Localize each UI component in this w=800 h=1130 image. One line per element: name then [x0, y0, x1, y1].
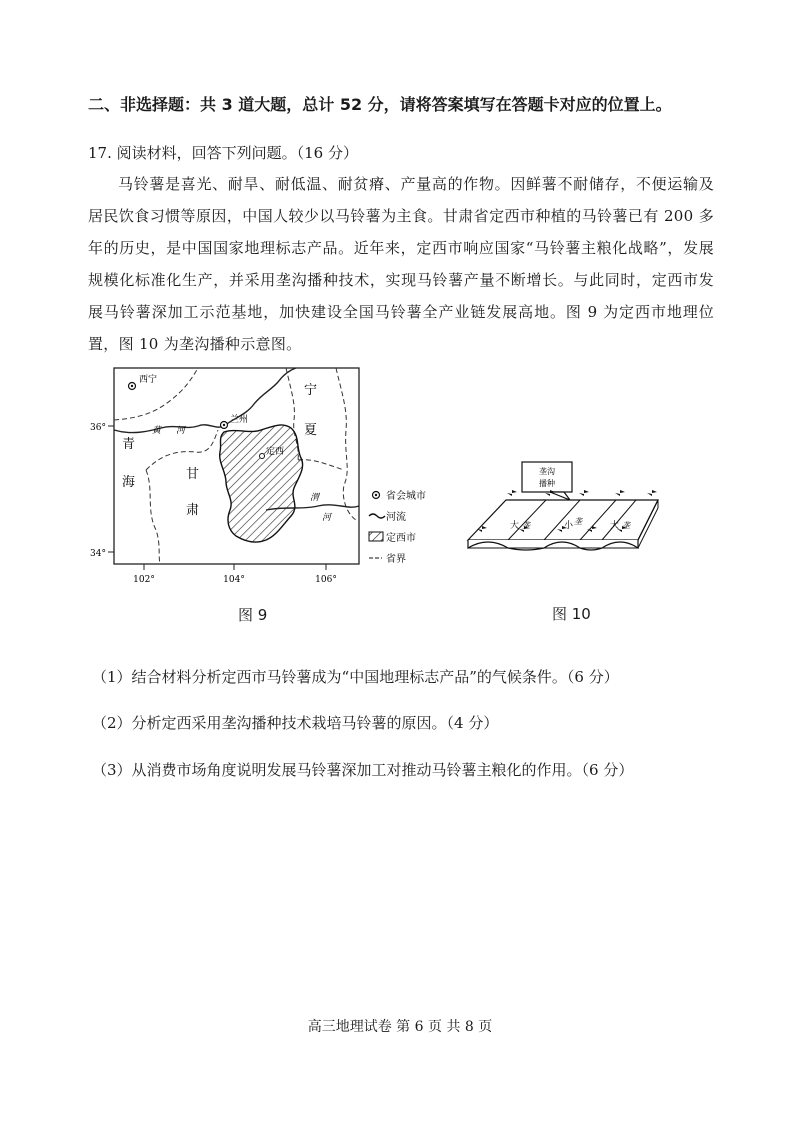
label-hai: 海 — [122, 475, 136, 490]
label-big-ridge-1a: 大 — [510, 521, 520, 531]
label-su: 肃 — [186, 503, 200, 518]
legend-dingxi-icon — [369, 532, 383, 541]
lon-label-106: 106° — [315, 575, 337, 585]
lon-label-102: 102° — [133, 575, 155, 585]
lon-label-104: 104° — [223, 575, 245, 585]
label-qing: 青 — [122, 437, 136, 452]
label-big-ridge-1b: 垄 — [522, 521, 530, 530]
figure10-caption: 图 10 — [552, 605, 591, 623]
subquestion-3: （3）从消费市场角度说明发展马铃薯深加工对推动马铃薯主粮化的作用。（6 分） — [92, 761, 634, 779]
border-ningxia-east — [336, 368, 356, 520]
legend-dingxi-label: 定西市 — [386, 533, 416, 544]
legend-border-label: 省界 — [386, 554, 406, 565]
legend-river-label: 河流 — [386, 512, 406, 523]
border-ningxia-south — [298, 460, 344, 470]
lat-label-36: 36° — [90, 423, 106, 433]
map-legend — [369, 489, 426, 565]
legend-city-label: 省会城市 — [386, 491, 426, 502]
label-big-ridge-2b: 垄 — [622, 521, 630, 530]
label-huang: 黄 — [152, 426, 162, 436]
figure9-caption: 图 9 — [238, 606, 268, 624]
label-big-ridge-2a: 大 — [610, 521, 620, 531]
label-xia: 夏 — [304, 423, 318, 438]
yellow-river — [114, 425, 224, 433]
label-ning: 宁 — [304, 383, 318, 398]
label-dingxi: 定西 — [266, 447, 285, 457]
label-gan: 甘 — [186, 467, 200, 482]
label-xining: 西宁 — [139, 375, 158, 385]
label-he2: 河 — [322, 513, 332, 523]
subquestion-1: （1）结合材料分析定西市马铃薯成为“中国地理标志产品”的气候条件。（6 分） — [92, 668, 619, 686]
border-qinghai-south — [146, 470, 160, 564]
callout-line2: 播种 — [539, 479, 555, 488]
label-he1: 河 — [176, 426, 186, 436]
subquestion-2: （2）分析定西采用垄沟播种技术栽培马铃薯的原因。（4 分） — [92, 714, 499, 732]
dingxi-region — [220, 425, 303, 542]
label-small-ridge-b: 垄 — [574, 517, 582, 526]
field-top — [468, 500, 658, 540]
lat-label-34: 34° — [90, 549, 106, 559]
label-wei: 渭 — [310, 493, 320, 503]
section-header: 二、非选择题：共 3 道大题，总计 52 分，请将答案填写在答题卡对应的位置上。 — [88, 95, 672, 114]
label-lanzhou: 兰州 — [230, 415, 249, 425]
figure9-map — [86, 360, 426, 590]
figure10-diagram — [452, 456, 672, 566]
page-footer: 高三地理试卷 第 6 页 共 8 页 — [307, 1019, 493, 1035]
border-qinghai-gansu — [146, 430, 218, 470]
callout-line1: 垄沟 — [539, 467, 555, 476]
label-small-ridge-a: 小 — [564, 521, 574, 531]
question-title: 17. 阅读材料，回答下列问题。（16 分） — [88, 144, 358, 162]
material-paragraph: 马铃薯是喜光、耐旱、耐低温、耐贫瘠、产量高的作物。因鲜薯不耐储存，不便运输及居民饮食习惯等原因，中国人较少以马铃薯为主食。甘肃省定西市种植的马铃薯已有 200 多年的历史，是中国国家地理标志产品。近年来，定西市响应国家“马铃薯主粮化战略”，发展规模化标准化生产，并采用垄沟播种技术，实现马铃薯产量不断增长。与此同时，定西市发展马铃薯深加工示范基地，加快建设全国马铃薯全产业链发展高地。图 9 为定西市地理位置，图 10 为垄沟播种示意图。 — [88, 175, 714, 353]
legend-river-icon — [369, 514, 385, 518]
dingxi-marker — [260, 454, 265, 459]
